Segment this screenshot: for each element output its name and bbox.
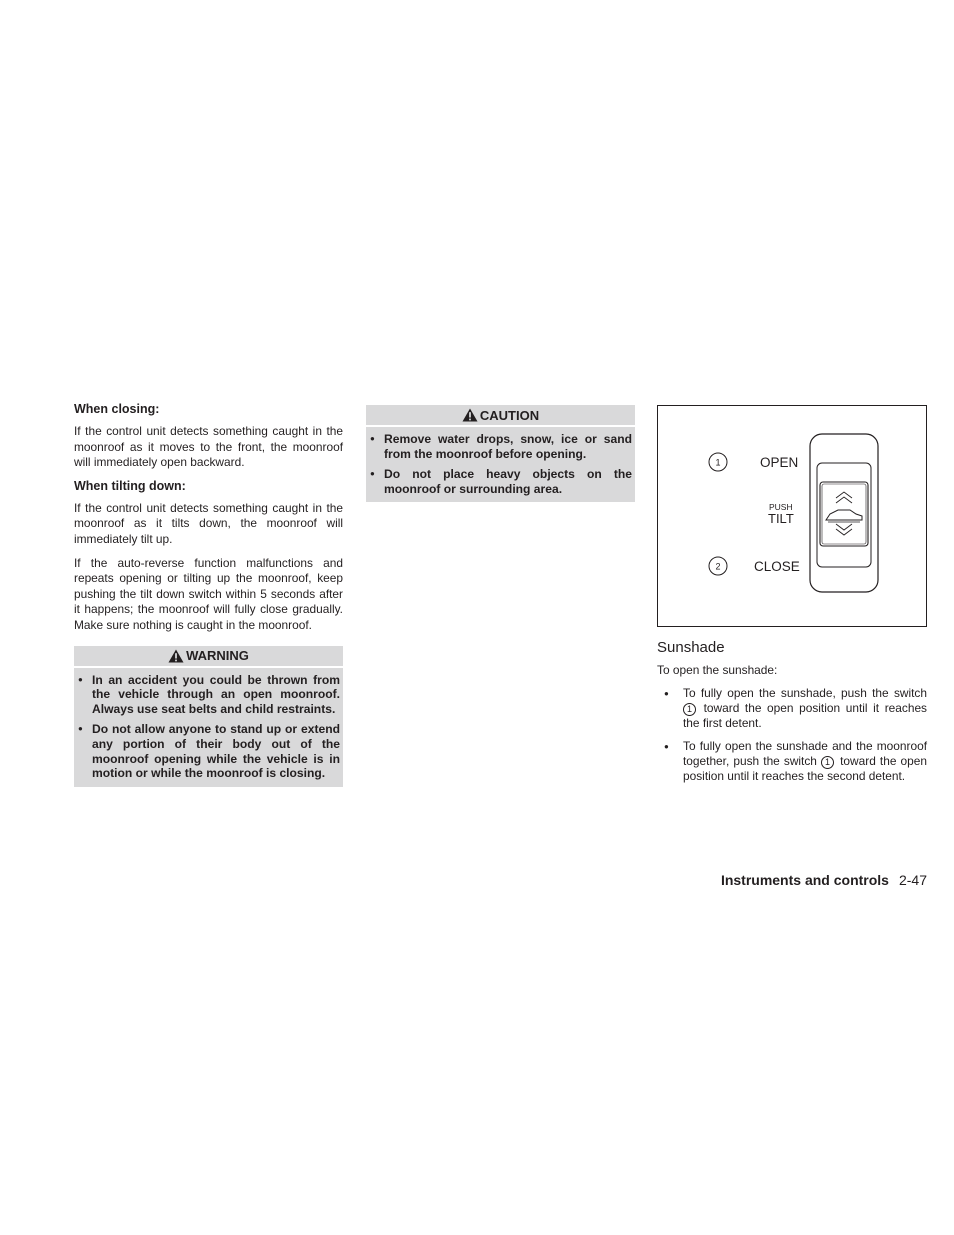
push-label: PUSH [769,502,793,512]
open-label: OPEN [760,455,799,470]
car-roof-icon [826,510,862,520]
warning-triangle-icon [168,649,184,663]
page-number: 2-47 [898,872,927,888]
caution-item: ● Do not place heavy objects on the moonroof or surrounding area. [369,467,632,496]
callout-ref-1: 1 [683,703,696,716]
switch-recess [817,463,871,567]
warning-header [74,646,343,668]
sunshade-item-text: toward the open position until it reaches the first detent. [683,700,927,730]
caution-header [366,405,635,427]
warning-title: WARNING [186,648,249,664]
page-footer [721,871,927,889]
caution-box [366,405,635,502]
caution-item: ● Remove water drops, snow, ice or sand from the moonroof before opening. [369,432,632,461]
caution-list [366,427,635,499]
sunshade-intro: To open the sunshade: [657,663,778,677]
warning-item: ● Do not allow anyone to stand up or extend any portion of their body out of the moonroof opening while the vehicle is in motion or while the moonroof is closing. [77,722,340,780]
sunshade-heading: Sunshade [657,639,725,656]
sunshade-item [657,686,927,731]
warning-triangle-icon [462,408,478,422]
when-closing-heading: When closing: [74,402,160,416]
left-column [74,402,343,787]
sunshade-item-text: To fully open the sunshade, push the switch [683,685,927,700]
tilt-label: TILT [768,511,794,526]
close-label: CLOSE [754,559,800,574]
footer-section-name: Instruments and controls [720,872,889,888]
switch-diagram [658,406,926,626]
right-column [657,405,927,792]
when-closing-text: If the control unit detects something caught in the moonroof as it moves to the front, the moonroof will immediately open backward. [74,424,343,470]
callout-1: 1 [715,457,721,468]
warning-list [74,668,343,784]
malfunction-text: If the auto-reverse function malfunctions and repeats opening or tilting up the moonroof, keep pushing the tilt down switch within 5 seconds after it happens; the moonroof will fully close gradually. Make sure nothing is caught in the moonroof. [74,555,343,632]
caution-title: CAUTION [479,407,540,423]
callout-ref-1: 1 [821,756,834,769]
callout-2: 2 [715,561,721,572]
warning-box [74,646,343,787]
when-tilting-text: If the control unit detects something caught in the moonroof as it tilts down, the moonroof will immediately tilt up. [74,500,343,546]
sunshade-switch-figure [657,405,927,627]
sunshade-item-text: toward the open position until it reaches the second detent. [683,753,927,783]
sunshade-item [657,739,927,784]
middle-column [366,405,635,502]
sunshade-item-text: To fully open the sunshade and the moonroof together, push the switch [683,738,927,768]
when-tilting-heading: When tilting down: [74,478,186,493]
warning-item: ● In an accident you could be thrown from the vehicle through an open moonroof. Always use seat belts and child restraints. [77,673,340,717]
sunshade-list [657,686,927,784]
